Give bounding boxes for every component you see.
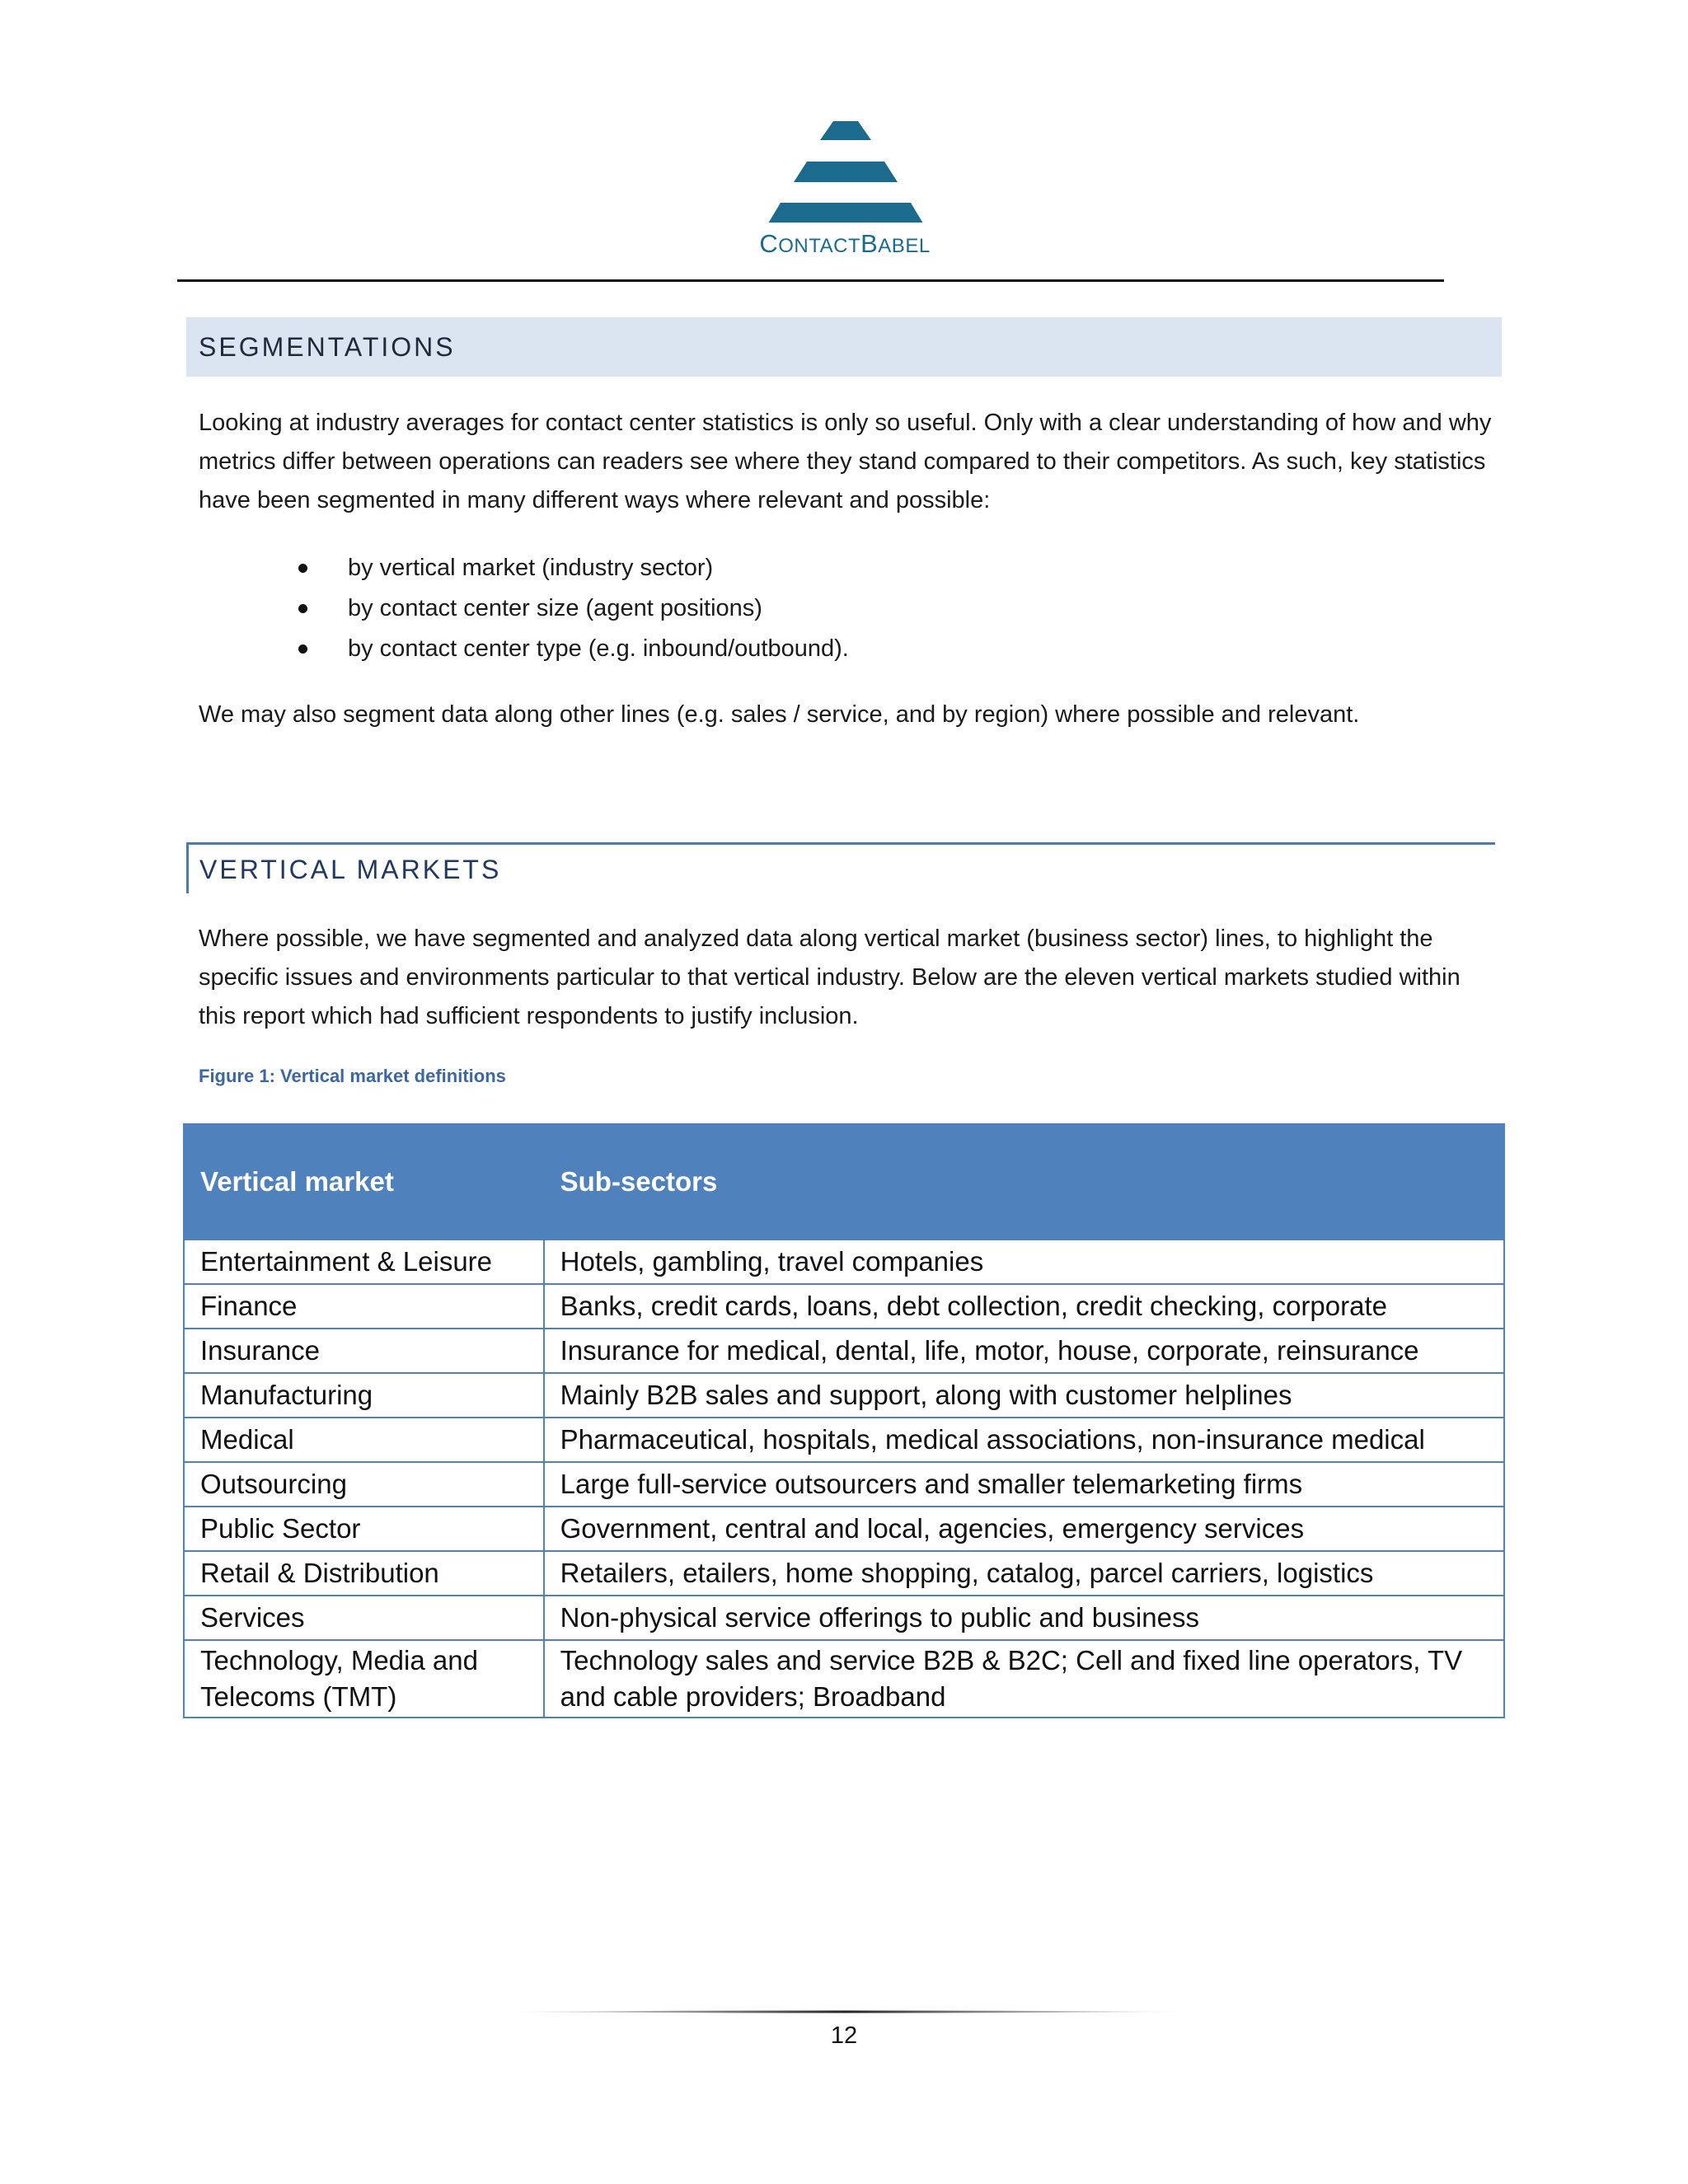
sub-sectors-cell: Government, central and local, agencies, emergency services [544,1507,1504,1551]
bullet-text: by vertical market (industry sector) [348,555,714,581]
vertical-market-cell: Entertainment & Leisure [184,1240,544,1284]
table-row [184,1596,1504,1640]
list-item [297,548,849,588]
bullet-icon [298,644,307,654]
table-row [184,1551,1504,1596]
heading-left-rule [186,842,189,893]
pyramid-logo-icon [742,115,948,223]
footer-divider [501,2009,1190,2014]
vertical-market-cell: Services [184,1596,544,1640]
table-header-row [184,1124,1504,1240]
heading-top-rule [186,842,1495,845]
sub-sectors-cell: Insurance for medical, dental, life, motor, house, corporate, reinsurance [544,1329,1504,1373]
sub-sectors-cell: Mainly B2B sales and support, along with customer helplines [544,1373,1504,1418]
vertical-markets-heading-band [186,842,1495,893]
contactbabel-logo [742,115,948,264]
bullet-text: by contact center size (agent positions) [348,595,762,621]
segmentations-heading-band [186,317,1502,377]
bullet-icon [298,604,307,613]
vertical-markets-intro-paragraph: Where possible, we have segmented and analyzed data along vertical market (business sector) lines, to highlight the specific issues and environments particular to that vertical industry. Below are the eleven vertical markets studied within this report which had sufficient respondents to justify inclusion. [199,926,1461,1029]
table-row [184,1240,1504,1284]
segmentation-bullet-list [297,548,849,669]
sub-sectors-cell: Technology sales and service B2B & B2C; Cell and fixed line operators, TV and cable providers; Broadband [544,1640,1504,1718]
vertical-market-cell: Medical [184,1418,544,1462]
sub-sectors-cell: Hotels, gambling, travel companies [544,1240,1504,1284]
segmentations-heading: SEGMENTATIONS [199,332,456,362]
logo-wordmark: CONTACTBABEL [759,229,931,258]
sub-sectors-cell: Retailers, etailers, home shopping, catalog, parcel carriers, logistics [544,1551,1504,1596]
table-row [184,1507,1504,1551]
header-divider [177,279,1444,282]
bullet-text: by contact center type (e.g. inbound/outbound). [348,635,849,662]
table-row [184,1640,1504,1718]
bullet-icon [298,564,307,573]
vertical-market-cell: Insurance [184,1329,544,1373]
table-row [184,1329,1504,1373]
segmentations-intro-paragraph: Looking at industry averages for contact center statistics is only so useful. Only with a clear understanding of how and why metrics differ between operations can readers see where they stand compared to their competitors. As such, key statistics have been segmented in many different ways where relevant and possible: [199,410,1492,513]
vertical-market-cell: Technology, Media and Telecoms (TMT) [184,1640,544,1718]
vertical-market-cell: Manufacturing [184,1373,544,1418]
vertical-market-cell: Retail & Distribution [184,1551,544,1596]
column-header-sub-sectors: Sub-sectors [544,1124,1504,1240]
list-item [297,588,849,629]
vertical-market-definitions-table [183,1123,1505,1718]
table-row [184,1373,1504,1418]
column-header-vertical-market: Vertical market [184,1124,544,1240]
table-row [184,1418,1504,1462]
sub-sectors-cell: Banks, credit cards, loans, debt collection, credit checking, corporate [544,1284,1504,1329]
sub-sectors-cell: Non-physical service offerings to public and business [544,1596,1504,1640]
vertical-markets-heading: VERTICAL MARKETS [199,855,502,884]
vertical-market-cell: Public Sector [184,1507,544,1551]
figure-caption: Figure 1: Vertical market definitions [199,1066,506,1086]
sub-sectors-cell: Pharmaceutical, hospitals, medical associations, non-insurance medical [544,1418,1504,1462]
vertical-market-cell: Finance [184,1284,544,1329]
list-item [297,629,849,669]
table-row [184,1284,1504,1329]
table-row [184,1462,1504,1507]
segmentations-outro-paragraph: We may also segment data along other lines (e.g. sales / service, and by region) where possible and relevant. [199,701,1360,728]
page-number: 12 [830,2022,858,2049]
sub-sectors-cell: Large full-service outsourcers and smaller telemarketing firms [544,1462,1504,1507]
vertical-market-cell: Outsourcing [184,1462,544,1507]
